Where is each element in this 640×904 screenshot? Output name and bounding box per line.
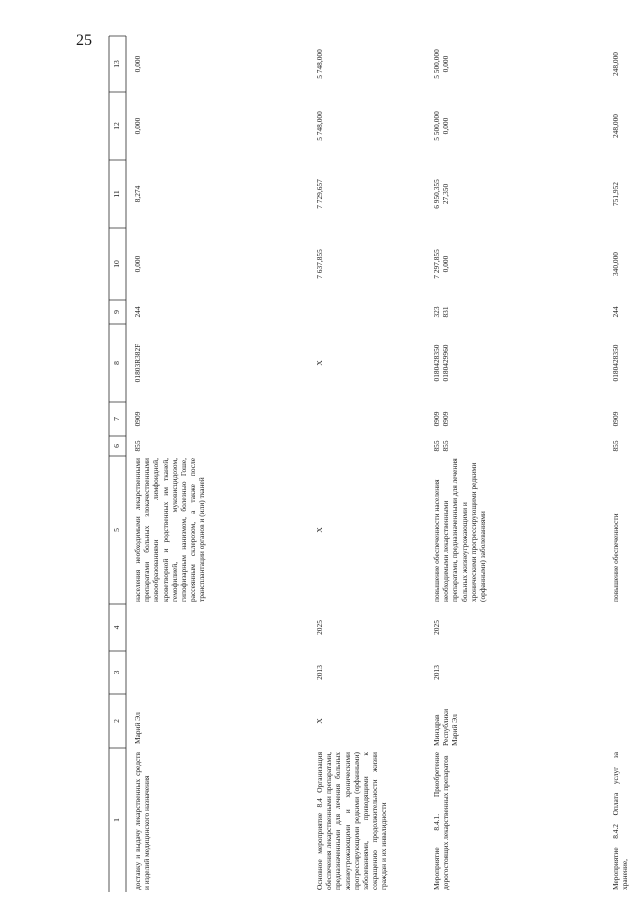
row2-col7-line2: 0909 (441, 411, 450, 427)
row2-col9-line1: 323 (432, 306, 441, 318)
row2-col6-line2: 855 (441, 440, 450, 452)
column-header-6: 6 (112, 444, 121, 448)
row3-col1: Мероприятие 8.4.2 Оплата услуг за хранение, (611, 752, 630, 890)
row1-col11: 7 729,657 (315, 179, 324, 209)
row1-col2: X (315, 718, 324, 724)
row2-col12-line2: 0,000 (441, 117, 450, 135)
row1-col1: Основное мероприятие 8.4 Организация обеспечения лекарственными препаратами, предназначенными для лечения больных жизнеугрожающими и хроническими прогрессирующими редкими (орфанными) заболеваниями, приводящими к сокращению продолжительности жизни граждан и их инвалидности (315, 752, 389, 890)
row2-col12-line1: 5 500,000 (432, 111, 441, 141)
row2-col10-line2: 0,000 (441, 255, 450, 273)
page-number: 25 (76, 32, 92, 49)
row2-col1: Мероприятие 8.4.1. Приобретение дорогостоящих лекарственных препаратов (432, 752, 451, 890)
column-header-9: 9 (112, 310, 121, 314)
row3-col8: 0180428350 (611, 344, 620, 382)
row1-col8: X (315, 360, 324, 366)
row3-col7: 0909 (611, 411, 620, 427)
row0-col9: 244 (133, 306, 142, 318)
row2-col8-line2: 0180429960 (441, 344, 450, 382)
row2-col10-line1: 7 297,855 (432, 249, 441, 279)
row2-col5: повышение обеспеченности населения необходимыми лекарственными препаратами, предназначенными для лечения больных жизнеугрожающими и хроническими прогрессирующими редкими (орфанными) заболеваниями (432, 458, 488, 602)
column-header-13: 13 (112, 60, 121, 68)
row1-col12: 5 748,000 (315, 111, 324, 141)
row0-col13: 0,000 (133, 55, 142, 73)
row1-col5: X (315, 527, 324, 533)
row3-col6: 855 (611, 440, 620, 452)
row1-col10: 7 637,855 (315, 249, 324, 279)
column-header-12: 12 (112, 122, 121, 130)
row0-col1: доставку и выдачу лекарственных средств и изделий медицинского назначения (133, 752, 152, 890)
row0-col2: Марий Эл (133, 712, 142, 744)
row3-col9: 244 (611, 306, 620, 318)
row0-col10: 0,000 (133, 255, 142, 273)
row0-col12: 0,000 (133, 117, 142, 135)
row0-col7: 0909 (133, 411, 142, 427)
row3-col13: 248,000 (611, 51, 620, 77)
column-header-4: 4 (112, 625, 121, 630)
column-header-8: 8 (112, 361, 121, 365)
row2-col3: 2013 (432, 665, 441, 680)
column-header-5: 5 (112, 528, 121, 532)
column-header-2: 2 (112, 719, 121, 723)
column-header-7: 7 (112, 417, 121, 421)
row0-col5: населения необходимыми лекарственными препаратами больных злокачественными новообразованиями лимфоидной, кроветворной и родственных им тканей, гемофилией, муковисцидозом, гипофизарным нанизмом, болезнью Гоше, рассеянным склерозом, а также после трансплантации органов и (или) тканей (133, 458, 207, 602)
row3-col10: 340,000 (611, 251, 620, 277)
row3-col12: 248,000 (611, 113, 620, 139)
row2-col4: 2025 (432, 620, 441, 635)
row3-col11: 751,952 (611, 181, 620, 207)
row2-col9-line2: 831 (441, 306, 450, 318)
row1-col4: 2025 (315, 620, 324, 635)
row2-col11-line2: 27,350 (441, 183, 450, 205)
row1-col13: 5 748,000 (315, 49, 324, 79)
column-header-3: 3 (112, 670, 121, 675)
column-header-1: 1 (112, 818, 121, 822)
row2-col13-line2: 0,000 (441, 55, 450, 73)
row0-col11: 8,274 (133, 185, 142, 203)
row2-col11-line1: 6 950,355 (432, 179, 441, 209)
row2-col2: Минздрав Республики Марий Эл (432, 708, 460, 746)
column-header-11: 11 (112, 190, 121, 198)
row0-col6: 855 (133, 440, 142, 452)
row0-col8: 01803R382F (133, 343, 142, 383)
row2-col6-line1: 855 (432, 440, 441, 452)
row3-col5: повышение обеспеченности (611, 513, 620, 602)
row2-col13-line1: 5 500,000 (432, 49, 441, 79)
row1-col3: 2013 (315, 665, 324, 680)
column-header-10: 10 (112, 260, 121, 268)
row2-col7-line1: 0909 (432, 411, 441, 427)
row2-col8-line1: 0180428350 (432, 344, 441, 382)
